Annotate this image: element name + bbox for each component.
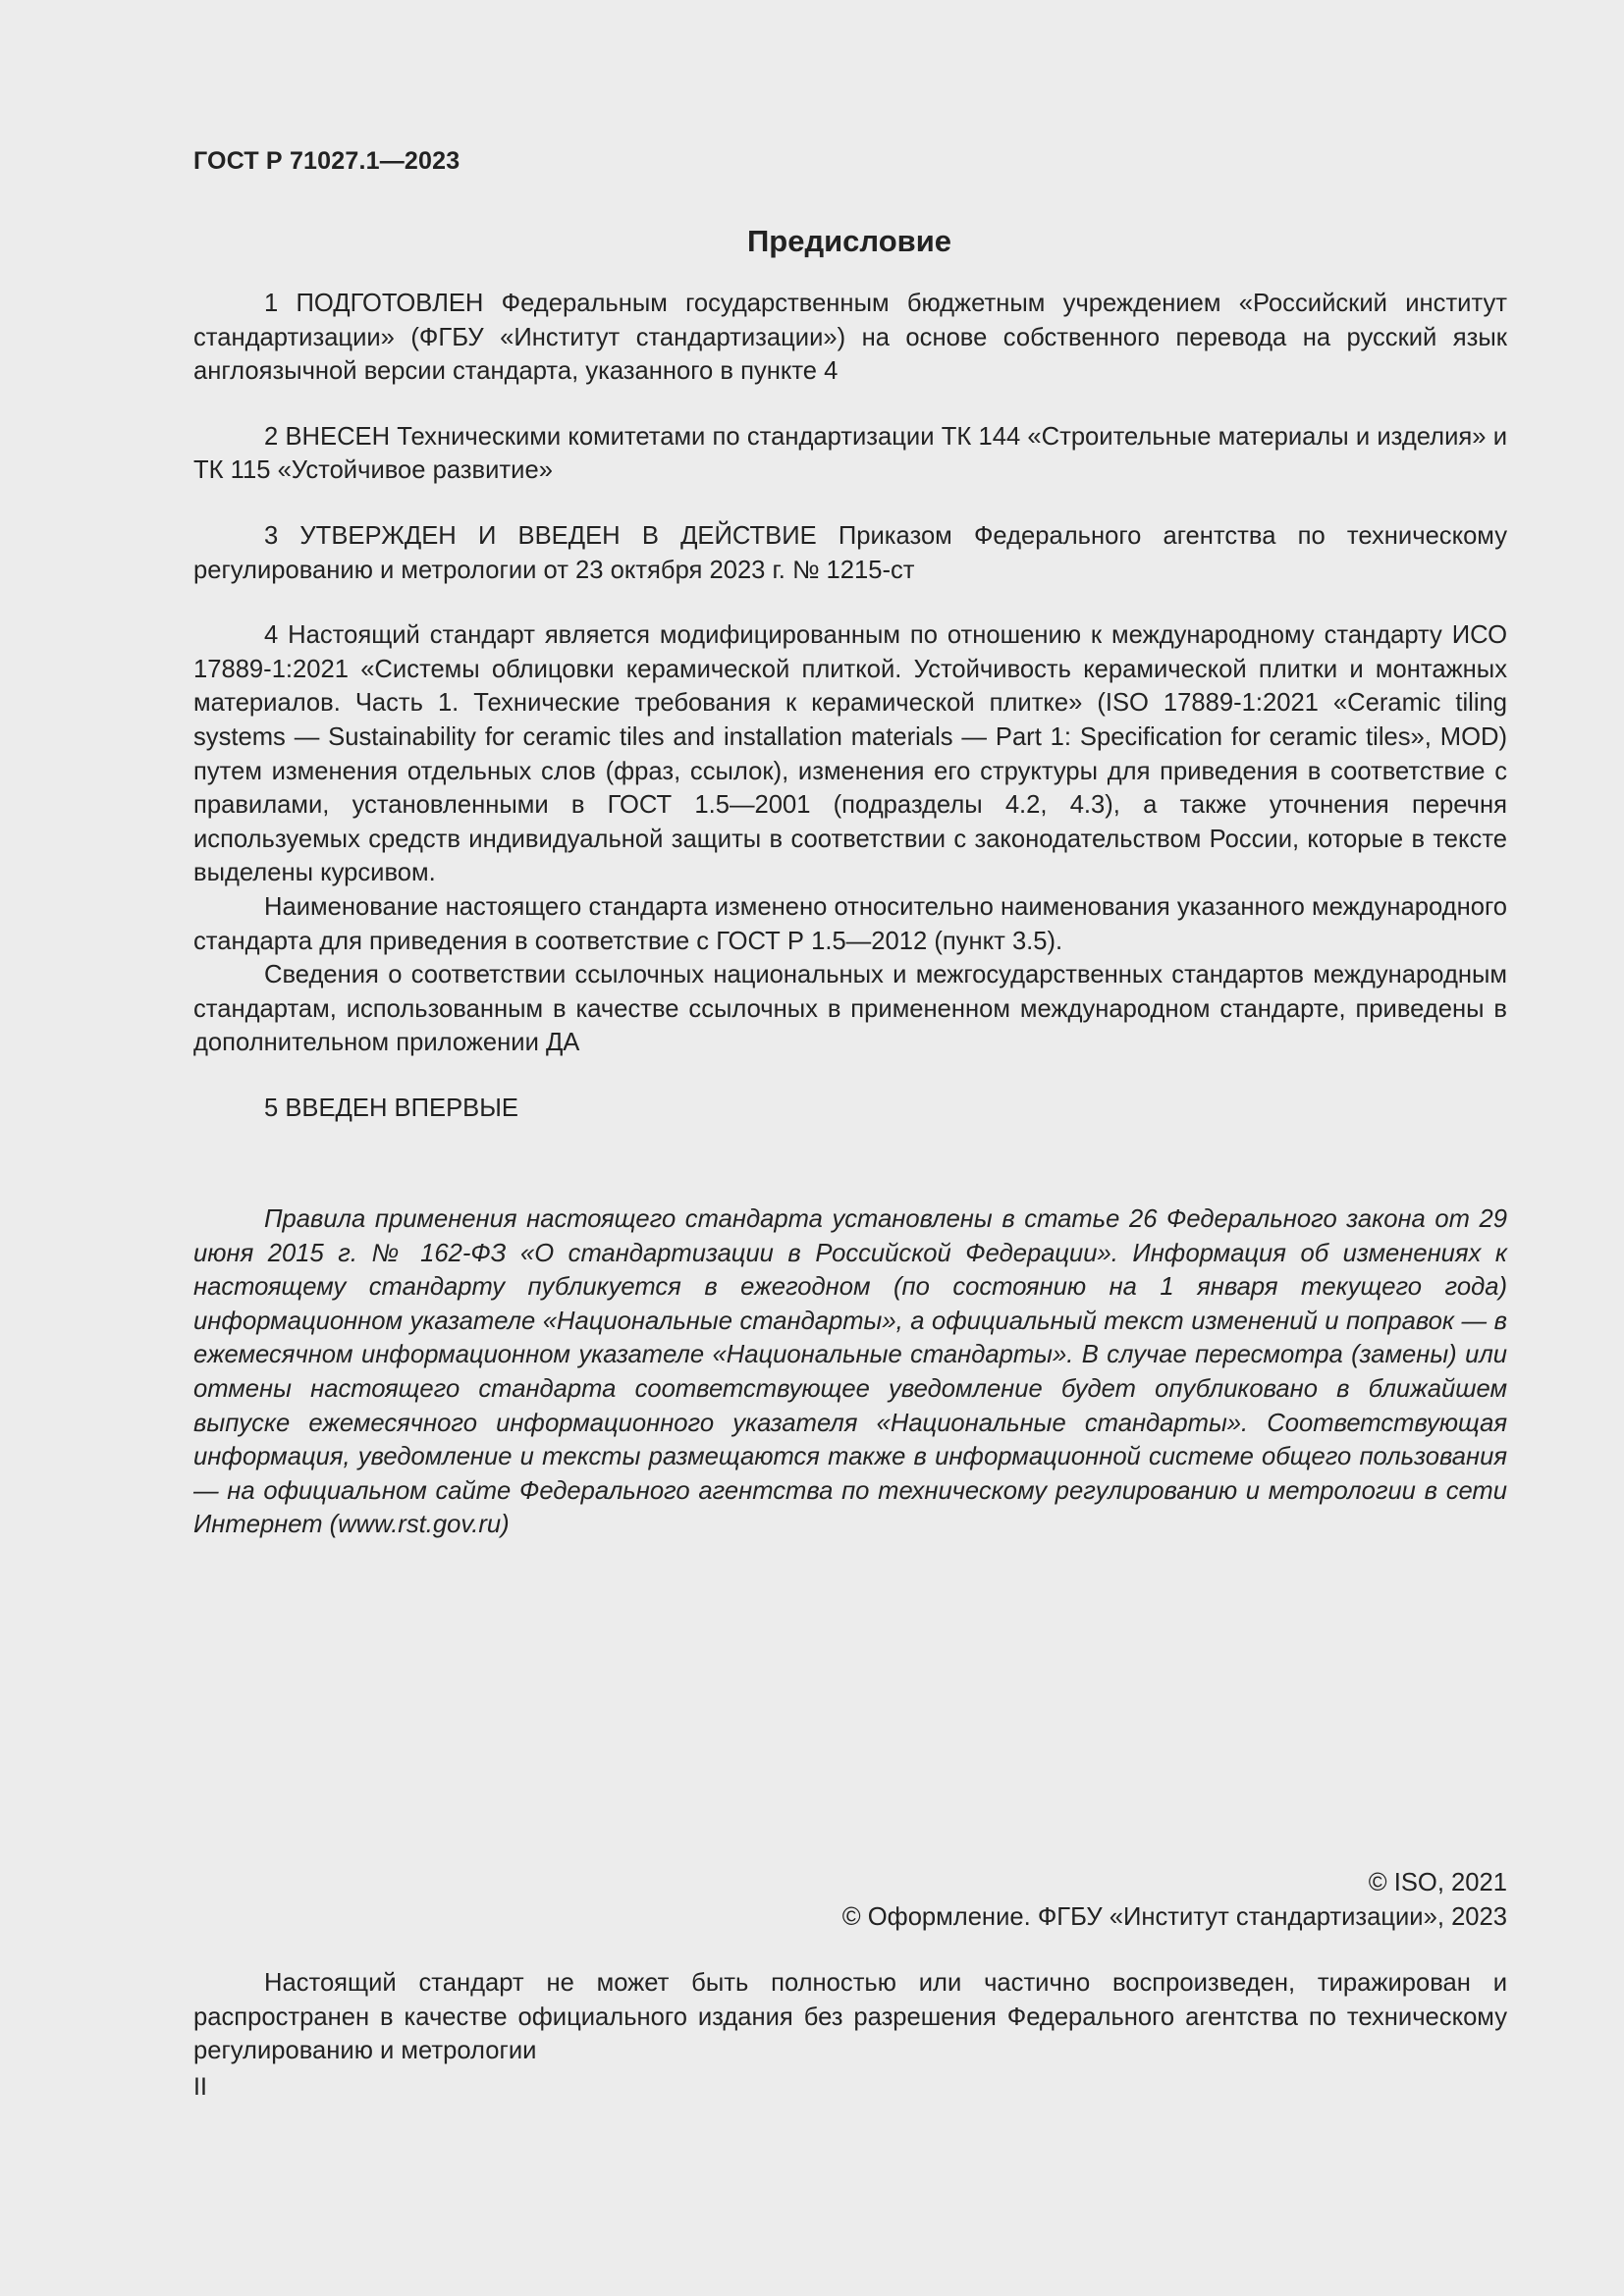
section-3-approved: 3 УТВЕРЖДЕН И ВВЕДЕН В ДЕЙСТВИЕ Приказом Федерального агентства по техническому регулированию и метрологии от 23 октября 2023 г. № 1215-ст [193, 521, 1507, 584]
section-4-references: Сведения о соответствии ссылочных национальных и межгосударственных стандартов международным стандартам, использованным в качестве ссылочных в примененном международном стандарте, приведены в дополнительном приложении ДА [193, 961, 1507, 1057]
section-5-introduced: 5 ВВЕДЕН ВПЕРВЫЕ [264, 1094, 518, 1122]
reproduction-notice-block [193, 1966, 1507, 2068]
rules-notice: Правила применения настоящего стандарта установлены в статье 26 Федерального закона от 29 июня 2015 г. № 162-ФЗ «О стандартизации в Российской Федерации». Информация об изменениях к настоящему стандарту публикуется в ежегодном (по состоянию на 1 января текущего года) информационном указателе «Национальные стандарты», а официальный текст изменений и поправок — в ежемесячном информационном указателе «Национальные стандарты». В случае пересмотра (замены) или отмены настоящего стандарта соответствующее уведомление будет опубликовано в ближайшем выпуске ежемесячного информационного указателя «Национальные стандарты». Соответствующая информация, уведомление и тексты размещаются также в информационной системе общего пользования — на официальном сайте Федерального агентства по техническому регулированию и метрологии в сети Интернет (www.rst.gov.ru) [193, 1205, 1507, 1539]
copyright-block [193, 1866, 1507, 1934]
document-number: ГОСТ Р 71027.1—2023 [193, 147, 460, 175]
section-4-modification: 4 Настоящий стандарт является модифицированным по отношению к международному стандарту ИСО 17889-1:2021 «Системы облицовки керамической плиткой. Устойчивость керамической плитки и монтажных материалов. Часть 1. Технические требования к керамической плитке» (ISO 17889-1:2021 «Ceramic tiling systems — Sustainability for ceramic tiles and installation materials — Part 1: Specification for ceramic tiles», MOD) путем изменения отдельных слов (фраз, ссылок), изменения его структуры для приведения в соответствие с правилами, установленными в ГОСТ 1.5—2001 (подразделы 4.2, 4.3), а также уточнения перечня используемых средств индивидуальной защиты в соответствии с законодательством России, которые в тексте выделены курсивом. [193, 621, 1507, 887]
page-title: Предисловие [746, 224, 951, 258]
rules-notice-block [193, 1202, 1507, 1542]
copyright-iso: © ISO, 2021 [1368, 1869, 1507, 1896]
section-4-name-change: Наименование настоящего стандарта изменено относительно наименования указанного международного стандарта для приведения в соответствие с ГОСТ Р 1.5—2012 (пункт 3.5). [193, 892, 1507, 955]
page-number: II [193, 2073, 207, 2101]
copyright-design: © Оформление. ФГБУ «Институт стандартизации», 2023 [841, 1902, 1507, 1931]
reproduction-notice: Настоящий стандарт не может быть полностью или частично воспроизведен, тиражирован и распространен в качестве официального издания без разрешения Федерального агентства по техническому регулированию и метрологии [193, 1969, 1507, 2065]
section-1-prepared: 1 ПОДГОТОВЛЕН Федеральным государственным бюджетным учреждением «Российский институт стандартизации» (ФГБУ «Институт стандартизации») на основе собственного перевода на русский язык англоязычной версии стандарта, указанного в пункте 4 [193, 290, 1507, 386]
foreword-sections [193, 287, 1507, 1125]
section-2-submitted: 2 ВНЕСЕН Техническими комитетами по стандартизации ТК 144 «Строительные материалы и изделия» и ТК 115 «Устойчивое развитие» [193, 422, 1507, 485]
